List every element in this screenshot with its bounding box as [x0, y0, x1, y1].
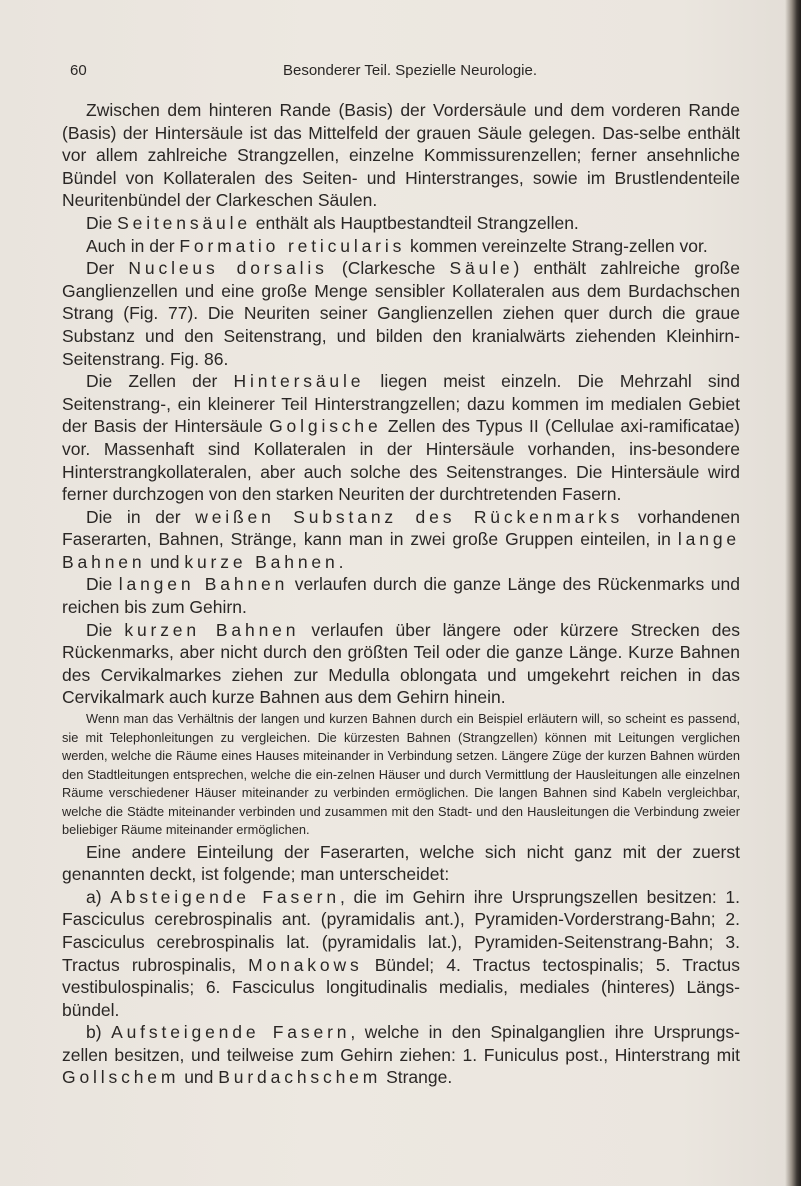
spaced-term: weißen Substanz des Rückenmarks: [195, 506, 624, 527]
paragraph-lange-bahnen: [62, 573, 740, 618]
page-header: [70, 62, 750, 82]
spaced-term: Monakows: [248, 954, 363, 975]
running-title: Besonderer Teil. Spezielle Neurologie.: [282, 62, 538, 79]
small-print-note: Wenn man das Verhältnis der langen und kurzen Bahnen durch ein Beispiel erläutern will, so scheint es passend, sie mit Telephonleitungen zu vergleichen. Die kürzesten Bahnen (Strangzellen) können mit Leitungen verglichen werden, welche die Räume eines Hauses miteinander in Verbindung setzen. Längere Züge der kurzen Bahnen würden den Stadtleitungen entsprechen, welche die ein-zelnen Häuser und durch Vermittlung der Hausleitungen alle einzelnen Räume verschiedener Häuser miteinander zu verbinden ermöglichen. Die langen Bahnen sind Kabeln vergleichbar, welche die Städte miteinander verbinden und zusammen mit den Stadt- und den Hausleitungen die Verbindung zweier beliebiger Räume miteinander ermöglichen.: [62, 711, 740, 838]
text-run: Die: [86, 212, 118, 233]
spaced-term: kurzen Bahnen: [124, 619, 300, 640]
text-run: (Clarkesche: [327, 258, 450, 279]
spaced-term: Säule: [449, 258, 514, 279]
paragraph-seitensaeule: [62, 212, 740, 235]
text-run: Zellen des Typus II (Cellulae axi-ramificatae) vor. Massenhaft sind Kollateralen in der Hintersäule vorhanden, ins-besondere Hinterstrangkollateralen, aber auch solche des Seitenstranges. Die Hintersäule wird ferner durchzogen von den starken Neuriten der durchtretenden Fasern.: [62, 416, 740, 505]
body-text: [62, 99, 740, 1089]
spaced-term: Seitensäule: [117, 212, 251, 233]
text-run: verlaufen durch die ganze Länge des Rückenmarks und reichen bis zum Gehirn.: [62, 574, 741, 618]
text-run: a): [86, 886, 111, 907]
page-edge-shadow: [785, 0, 801, 1186]
text-run: .: [338, 551, 344, 572]
text-run: und: [179, 1067, 219, 1088]
text-run: Die in der: [86, 506, 196, 527]
paragraph-kurze-bahnen: [62, 619, 740, 709]
paragraph-mittelfeld: Zwischen dem hinteren Rande (Basis) der Vordersäule und dem vorderen Rande (Basis) der Hintersäule ist das Mittelfeld der grauen Säule gelegen. Das-selbe enthält vor allem zahlreiche Strangzellen, einzelne Kommissurenzellen; ferner ansehnliche Bündel von Kollateralen des Seiten- und Hinterstranges, sowie im Brustlendenteile Neuritenbündel der Clarkeschen Säulen.: [62, 100, 740, 211]
text-run: und: [145, 551, 185, 572]
text-run: vorhandenen Faserarten, Bahnen, Stränge, kann man in zwei große Gruppen einteilen, in: [62, 506, 740, 550]
spaced-term: Formatio reticularis: [179, 235, 406, 256]
paragraph-einteilung: Eine andere Einteilung der Faserarten, welche sich nicht ganz mit der zuerst genannten deckt, ist folgende; man unterscheidet:: [62, 841, 740, 885]
spaced-term: Burdachschem: [218, 1067, 382, 1088]
text-run: Bündel; 4. Tractus tectospinalis; 5. Tractus vestibulospinalis; 6. Fasciculus longitudinalis medialis, mediales (hinteres) Längs-bündel.: [62, 954, 741, 1020]
spaced-term: Aufsteigende Fasern: [111, 1022, 351, 1043]
text-run: Der: [86, 258, 129, 279]
paragraph-hintersaeule: [62, 370, 740, 506]
text-run: b): [86, 1022, 112, 1043]
spaced-term: lange Bahnen: [62, 529, 740, 572]
text-run: Auch in der: [86, 235, 180, 256]
text-run: liegen meist einzeln. Die Mehrzahl sind Seitenstrang-, ein kleinerer Teil Hinterstrangzellen; dazu kommen im medialen Gebiet der Basis der Hintersäule: [62, 371, 740, 437]
spaced-term: Nucleus dorsalis: [128, 258, 328, 279]
spaced-term: Absteigende Fasern: [110, 886, 340, 907]
spaced-term: Gollschem: [62, 1067, 180, 1088]
text-run: kommen vereinzelte Strang-zellen vor.: [405, 235, 708, 256]
paragraph-nucleus-dorsalis: [62, 257, 740, 370]
page-number: 60: [70, 62, 87, 79]
paragraph-absteigende-fasern: [62, 886, 740, 1022]
text-run: Strange.: [381, 1067, 453, 1088]
text-run: , die im Gehirn ihre Ursprungszellen besitzen: 1. Fasciculus cerebrospinalis ant. (pyramidalis ant.), Pyramiden-Vorderstrang-Bahn; 2. Fasciculus cerebrospinalis lat. (pyramidalis lat.), Pyramiden-Seitenstrang-Bahn; 3. Tractus rubrospinalis,: [62, 886, 740, 975]
text-run: ) enthält zahlreiche große Ganglienzellen und eine große Menge sensibler Kollateralen aus dem Burdachschen Strang (Fig. 77). Die Neuriten seiner Ganglienzellen ziehen quer durch die graue Substanz und den Seitenstrang, und bilden den kranialwärts ziehenden Kleinhirn-Seitenstrang. Fig. 86.: [62, 258, 740, 369]
spaced-term: kurze Bahnen: [184, 551, 339, 572]
paragraph-formatio-reticularis: [62, 235, 740, 258]
paragraph-weisse-substanz: [62, 506, 740, 574]
text-run: , welche in den Spinalganglien ihre Ursprungs-zellen besitzen, und teilweise zum Gehirn ziehen: 1. Funiculus post., Hinterstrang mit: [62, 1022, 740, 1065]
text-run: Die: [86, 619, 125, 640]
spaced-term: langen Bahnen: [118, 574, 289, 595]
text-run: verlaufen über längere oder kürzere Strecken des Rückenmarks, aber nicht durch den größten Teil oder die ganze Länge. Kurze Bahnen des Cervikalmarkes ziehen zur Medulla oblongata und umgekehrt reichen in das Cervikalmark auch kurze Bahnen aus dem Gehirn hinein.: [62, 619, 740, 708]
spaced-term: Golgische: [269, 416, 382, 437]
text-run: Die Zellen der: [86, 371, 234, 392]
text-run: Die: [86, 574, 119, 595]
spaced-term: Hintersäule: [233, 371, 365, 392]
paragraph-aufsteigende-fasern: [62, 1021, 740, 1089]
text-run: enthält als Hauptbestandteil Strangzellen.: [250, 212, 579, 233]
